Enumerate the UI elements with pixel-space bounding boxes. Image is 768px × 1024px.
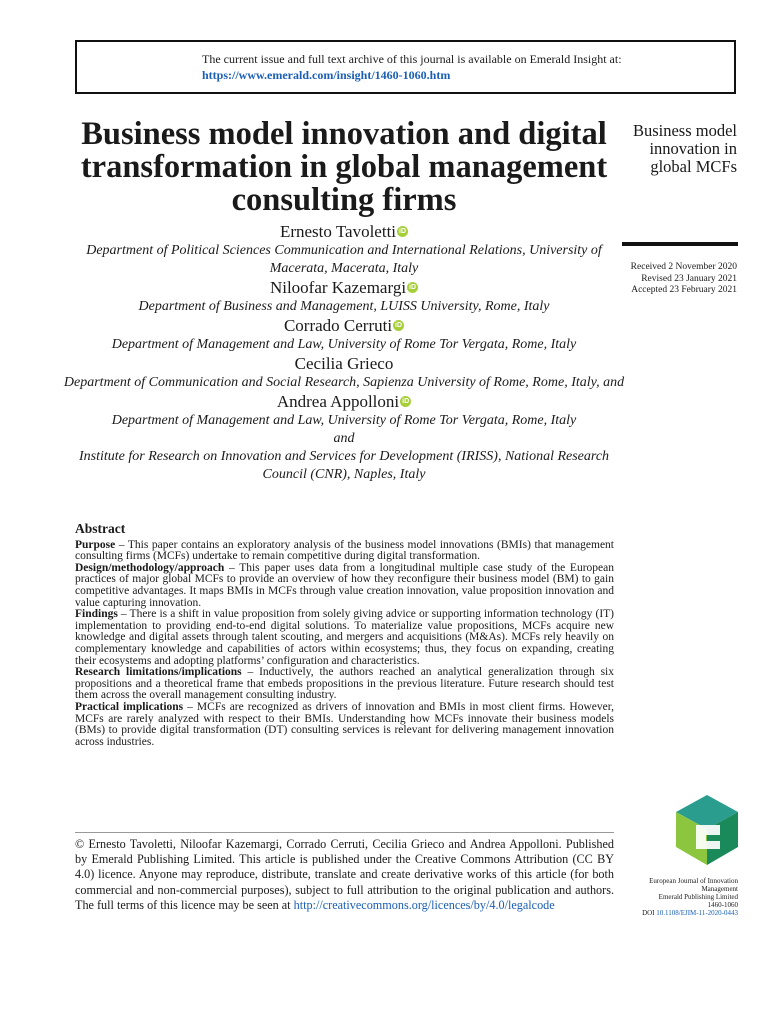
- author-affiliation: Department of Management and Law, University of Rome Tor Vergata, Rome, Italy: [111, 413, 577, 428]
- author-affiliation: Department of Management and Law, University of Rome Tor Vergata, Rome, Italy: [111, 337, 577, 352]
- orcid-icon[interactable]: iD: [402, 398, 410, 405]
- abstract-heading: Abstract: [75, 521, 126, 536]
- abstract-findings: Findings – There is a shift in value proposition from solely giving advice or supporting information technology (IT) implementation to providing end-to-end digital solutions. To materialize value propositions, MCFs acquire new knowledge and digital assets through talent scouting, and mergers and acquisitions (M&As). MCFs rely heavily on complementary knowledge and capabilities of actors within ecosystems; thus, they focus on expanding, creating their ecosystems and adopting platforms’ configuration and characteristics.: [75, 608, 614, 667]
- abstract-purpose: Purpose – This paper contains an exploratory analysis of the business model innovations (BMIs) that management consulting firms (MCFs) undertake to remain competitive during digital transformation.: [75, 538, 614, 563]
- access-notice-box: [75, 40, 736, 94]
- author-list: [60, 222, 628, 484]
- author-affiliation: Department of Communication and Social Research, Sapienza University of Rome, Rome, Italy, and: [63, 375, 625, 390]
- author-name: Ernesto Tavoletti iD: [279, 222, 407, 241]
- author-name: Niloofar Kazemargi iD: [269, 278, 417, 297]
- running-title: Business model innovation in global MCFs: [632, 121, 737, 176]
- author-name: Corrado Cerruti iD: [283, 316, 403, 335]
- sidebar-divider: [622, 242, 738, 246]
- doi-link[interactable]: 10.1108/EJIM-11-2020-0443: [656, 909, 738, 917]
- author-name: Cecilia Grieco: [294, 354, 394, 373]
- revised-date: Revised 23 January 2021: [641, 273, 737, 284]
- copyright-notice: © Ernesto Tavoletti, Niloofar Kazemargi, Corrado Cerruti, Cecilia Grieco and Andrea Appolloni. Published by Emerald Publishing Limited. This article is published under the Creative Commons Attribution (CC BY 4.0) licence. Anyone may reproduce, distribute, translate and create derivative works of this article (for both commercial and non-commercial purposes), subject to full attribution to the original publication and authors. The full terms of this licence may be seen at http://creativecommons.org/licences/by/4.0/legalcode: [75, 837, 614, 912]
- author-affiliation: Department of Political Sciences Communication and International Relations, University of Macerata, Macerata, Italy: [86, 243, 602, 276]
- abstract-limitations: Research limitations/implications – Inductively, the authors reached an analytical generalization through six propositions and a theoretical frame that embeds propositions in the previous literature. Future research should test them across the overall management consulting industry.: [75, 666, 614, 702]
- paper-title: Business model innovation and digital transformation in global management consulting firms: [80, 116, 608, 218]
- journal-doi: DOI 10.1108/EJIM-11-2020-0443: [642, 909, 738, 917]
- orcid-icon[interactable]: iD: [409, 284, 417, 291]
- journal-issn: 1460-1060: [707, 901, 738, 909]
- journal-archive-link[interactable]: https://www.emerald.com/insight/1460-1060.htm: [202, 68, 451, 82]
- licence-link[interactable]: http://creativecommons.org/licences/by/4.0/legalcode: [293, 897, 555, 912]
- journal-logo-icon: [676, 795, 738, 865]
- journal-info: [612, 877, 738, 917]
- author-affiliation-secondary: Institute for Research on Innovation and Services for Development (IRISS), National Research Council (CNR), Naples, Italy: [78, 449, 610, 482]
- journal-name: European Journal of Innovation Management: [649, 877, 738, 893]
- accepted-date: Accepted 23 February 2021: [631, 285, 737, 295]
- author-affiliation: Department of Business and Management, LUISS University, Rome, Italy: [138, 299, 550, 314]
- orcid-icon[interactable]: iD: [395, 322, 403, 329]
- affiliation-conjunction: and: [333, 431, 355, 446]
- author-name: Andrea Appolloni iD: [276, 392, 410, 411]
- abstract-practical: Practical implications – MCFs are recognized as drivers of innovation and BMIs in most client firms. However, MCFs are rarely analyzed with respect to their BMIs. Understanding how MCFs innovate their business models (BMs) to provide digital transformation (DT) consulting services is relevant for delivering management innovation across industries.: [75, 700, 614, 748]
- received-date: Received 2 November 2020: [630, 262, 737, 272]
- access-notice-text: The current issue and full text archive of this journal is available on Emerald Insight at:: [202, 52, 622, 66]
- abstract: [75, 523, 614, 748]
- orcid-icon[interactable]: iD: [399, 228, 407, 235]
- abstract-design: Design/methodology/approach – This paper uses data from a longitudinal multiple case study of the European practices of major global MCFs to provide an overview of how they reconfigure their business model (BM) to gain competitive advantages. It maps BMIs in MCFs through value creation innovation, value proposition innovation and value capturing innovation.: [75, 561, 614, 609]
- journal-publisher: Emerald Publishing Limited: [658, 893, 738, 901]
- copyright-divider: [75, 832, 614, 833]
